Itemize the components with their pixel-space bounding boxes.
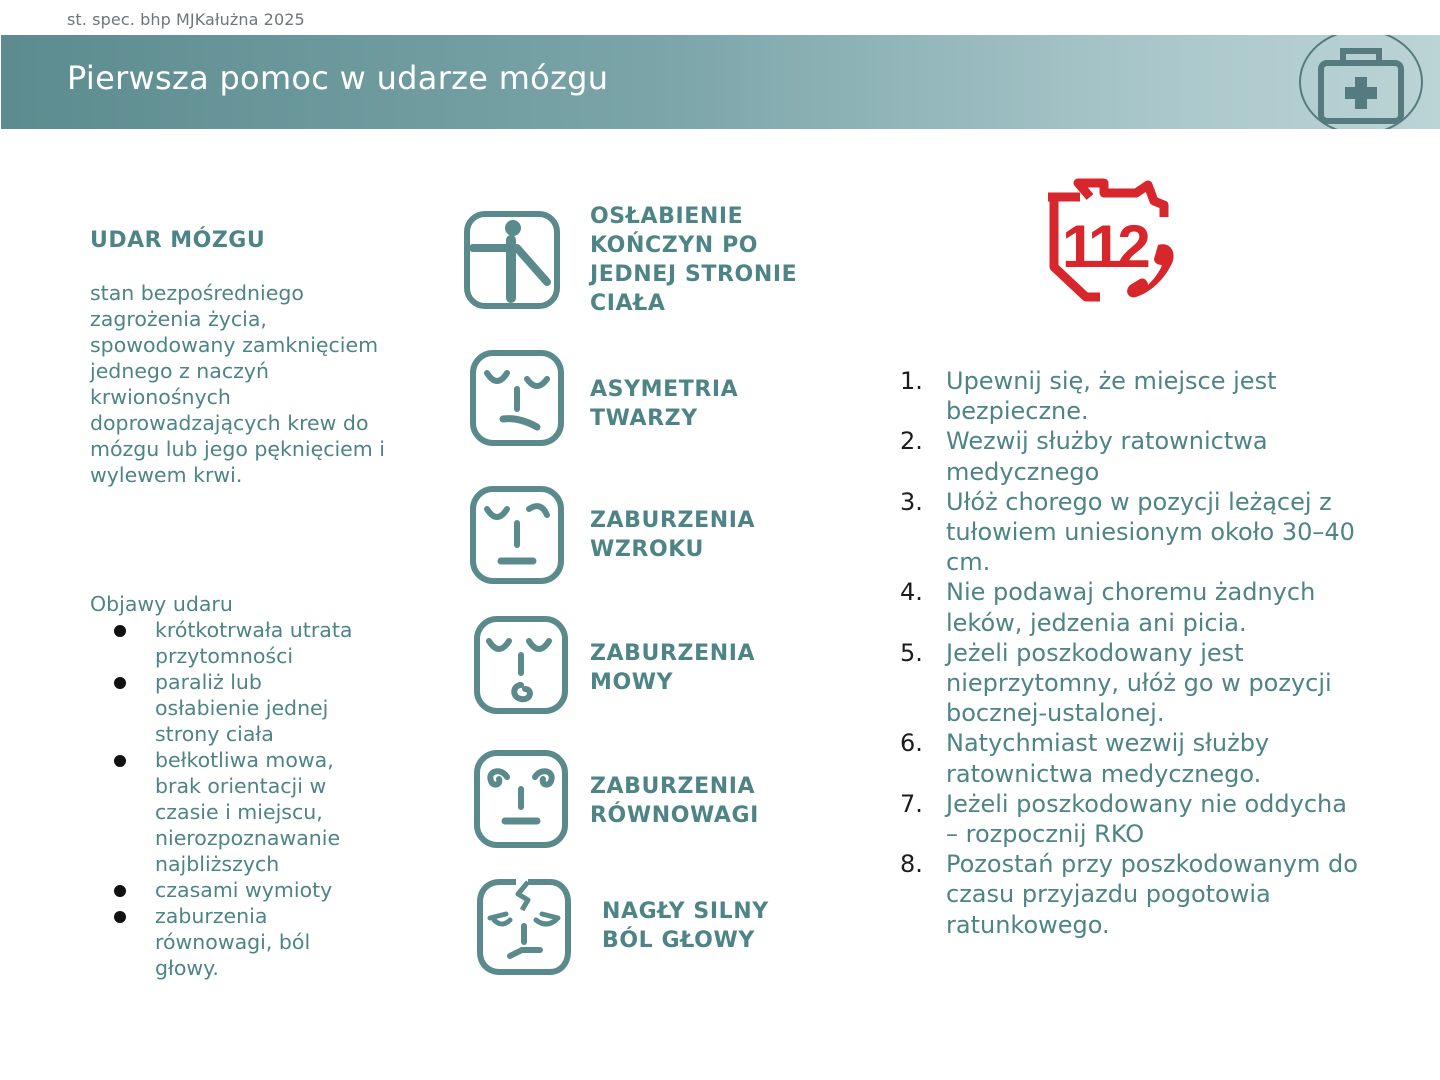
warning-label-headache: NAGŁY SILNY BÓL GŁOWY <box>602 899 769 953</box>
face-asymmetry-icon <box>469 349 569 449</box>
bullet-icon <box>114 755 126 767</box>
emergency-112-logo <box>1040 175 1180 305</box>
first-aid-kit-icon <box>1297 35 1425 129</box>
step-number: 1. <box>900 367 923 395</box>
symptom-text: zaburzenia równowagi, ból głowy. <box>155 904 311 980</box>
bullet-icon <box>114 885 126 897</box>
step-text: Pozostań przy poszkodowanym do czasu przyjazdu pogotowia ratunkowego. <box>946 850 1358 939</box>
list-item <box>110 877 370 903</box>
step-text: Upewnij się, że miejsce jest bezpieczne. <box>946 367 1277 426</box>
list-item <box>900 849 1360 940</box>
list-item <box>110 903 370 981</box>
symptom-text: czasami wymioty <box>155 878 333 902</box>
bullet-icon <box>114 625 126 637</box>
definition-heading: UDAR MÓZGU <box>90 228 266 253</box>
step-text: Nie podawaj choremu żadnych leków, jedzenia ani picia. <box>946 578 1316 637</box>
list-item <box>900 366 1360 426</box>
step-text: Ułóż chorego w pozycji leżącej z tułowiem uniesionym około 30–40 cm. <box>946 487 1355 577</box>
author-credit: st. spec. bhp MJKałużna 2025 <box>67 10 305 29</box>
warning-label-balance: ZABURZENIA RÓWNOWAGI <box>590 774 759 828</box>
symptoms-heading: Objawy udaru <box>90 592 233 616</box>
step-number: 5. <box>900 638 923 667</box>
symptom-text: bełkotliwa mowa, brak orientacji w czasie i miejscu, nierozpoznawanie najbliższych <box>155 748 341 876</box>
step-text: Natychmiast wezwij służby ratownictwa medycznego. <box>946 729 1270 788</box>
step-text: Jeżeli poszkodowany nie oddycha – rozpocznij RKO <box>946 789 1347 849</box>
headache-icon <box>476 876 576 976</box>
list-item <box>900 789 1360 849</box>
step-text: Jeżeli poszkodowany jest nieprzytomny, ułóż go w pozycji bocznej-ustalonej. <box>946 638 1332 728</box>
symptom-text: krótkotrwała utrata przytomności <box>155 618 353 668</box>
list-item <box>900 577 1360 637</box>
first-aid-steps <box>900 366 1360 940</box>
limb-weakness-icon <box>463 210 563 310</box>
page-title: Pierwsza pomoc w udarze mózgu <box>67 59 609 97</box>
step-number: 4. <box>900 578 923 607</box>
bullet-icon <box>114 677 126 689</box>
symptom-text: paraliż lub osłabienie jednej strony ciała <box>155 670 329 746</box>
step-number: 3. <box>900 487 923 516</box>
step-number: 2. <box>900 427 923 456</box>
vision-disorder-icon <box>469 485 569 585</box>
balance-disorder-icon <box>473 749 573 849</box>
list-item <box>900 638 1360 729</box>
warning-label-limbs: OSŁABIENIE KOŃCZYN PO JEDNEJ STRONIE CIAŁA <box>590 204 798 316</box>
step-number: 6. <box>900 729 923 758</box>
warning-label-vision: ZABURZENIA WZROKU <box>590 508 756 562</box>
bullet-icon <box>114 911 126 923</box>
list-item <box>900 728 1360 788</box>
warning-label-face: ASYMETRIA TWARZY <box>590 377 739 431</box>
warning-label-speech: ZABURZENIA MOWY <box>590 641 756 695</box>
list-item <box>110 669 370 747</box>
list-item <box>110 747 370 877</box>
list-item <box>110 617 370 669</box>
symptoms-list <box>110 617 370 981</box>
header-bar <box>1 35 1440 129</box>
list-item <box>900 426 1360 486</box>
step-text: Wezwij służby ratownictwa medycznego <box>946 427 1268 486</box>
svg-text:112: 112 <box>1062 213 1147 280</box>
step-number: 7. <box>900 789 923 818</box>
definition-text: stan bezpośredniego zagrożenia życia, spowodowany zamknięciem jednego z naczyń krwionośnych doprowadzających krew do mózgu lub jego pęknięciem i wylewem krwi. <box>90 281 385 487</box>
speech-disorder-icon <box>473 615 573 715</box>
list-item <box>900 487 1360 578</box>
step-number: 8. <box>900 850 923 879</box>
